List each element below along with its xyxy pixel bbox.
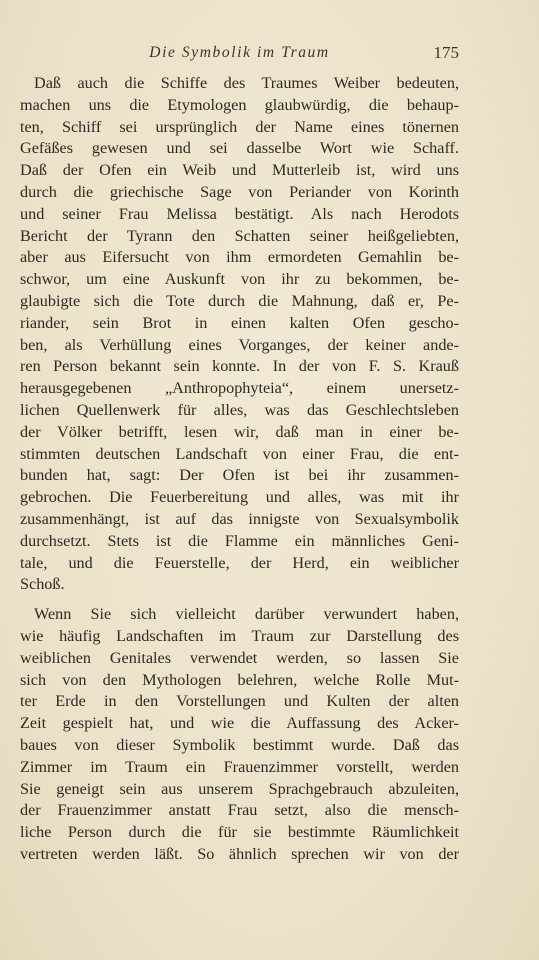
text-line: Gefäßes gewesen und sei dasselbe Wort wie Schaff. — [20, 139, 459, 158]
text-line: herausgegebenen „Anthropophyteia“, einem unersetz- — [20, 379, 459, 398]
text-line: gebrochen. Die Feuerbereitung und alles, was mit ihr — [20, 488, 459, 507]
page-header — [20, 44, 459, 70]
text-line: weiblichen Genitales verwendet werden, so lassen Sie — [20, 648, 459, 667]
text-line: Daß auch die Schiffe des Traumes Weiber bedeuten, — [34, 74, 459, 92]
text-line: liche Person durch die für sie bestimmte Räumlichkeit — [20, 823, 459, 842]
text-line: der Frauenzimmer anstatt Frau setzt, also die mensch- — [20, 801, 459, 820]
text-line: bunden hat, sagt: Der Ofen ist bei ihr zusammen- — [20, 466, 459, 485]
page-number: 175 — [433, 43, 459, 62]
text-line: glaubigte sich die Tote durch die Mahnung, daß er, Pe- — [20, 291, 459, 310]
text-line: Zeit gespielt hat, und wie die Auffassung des Acker- — [20, 714, 459, 733]
text-line: ter Erde in den Vorstellungen und Kulten der alten — [20, 692, 459, 711]
body-text — [20, 73, 459, 866]
text-line: durch die griechische Sage von Periander von Korinth — [20, 182, 459, 201]
text-line: tale, und die Feuerstelle, der Herd, ein weiblicher — [20, 553, 459, 572]
text-line: Sie geneigt sein aus unserem Sprachgebrauch abzuleiten, — [20, 779, 459, 798]
running-title: Die Symbolik im Traum — [149, 44, 330, 61]
text-line: schwor, um eine Auskunft von ihr zu bekommen, be- — [20, 270, 459, 289]
text-line: riander, sein Brot in einen kalten Ofen gescho- — [20, 313, 459, 332]
text-line: wie häufig Landschaften im Traum zur Darstellung des — [20, 626, 459, 645]
text-line: ren Person bekannt sein konnte. In der von F. S. Krauß — [20, 357, 459, 376]
text-line: Bericht der Tyrann den Schatten seiner heißgeliebten, — [20, 226, 459, 245]
text-line: und seiner Frau Melissa bestätigt. Als nach Herodots — [20, 204, 459, 223]
text-line: Wenn Sie sich vielleicht darüber verwundert haben, — [34, 605, 459, 624]
text-line: vertreten werden läßt. So ähnlich sprechen wir von der — [20, 844, 459, 863]
text-line: stimmten deutschen Landschaft von einer Frau, die ent- — [20, 444, 459, 463]
text-line: ten, Schiff sei ursprünglich der Name eines tönernen — [20, 117, 459, 136]
paragraph-gap — [20, 596, 459, 604]
text-line: der Völker betrifft, lesen wir, daß man in einer be- — [20, 422, 459, 441]
text-line: lichen Quellenwerk für alles, was das Geschlechtsleben — [20, 400, 459, 419]
text-line: ben, als Verhüllung eines Vorganges, der keiner ande- — [20, 335, 459, 354]
text-line: baues von dieser Symbolik bestimmt wurde. Daß das — [20, 735, 459, 754]
text-line: machen uns die Etymologen glaubwürdig, die behaup- — [20, 95, 459, 114]
text-line: sich von den Mythologen belehren, welche Rolle Mut- — [20, 670, 459, 689]
text-line: aber aus Eifersucht von ihm ermordeten Gemahlin be- — [20, 248, 459, 267]
text-line: zusammenhängt, ist auf das innigste von Sexualsymbolik — [20, 509, 459, 528]
text-line: Schoß. — [20, 575, 65, 594]
text-line: Daß der Ofen ein Weib und Mutterleib ist, wird uns — [20, 161, 459, 180]
text-line: durchsetzt. Stets ist die Flamme ein männliches Geni- — [20, 531, 459, 550]
text-line: Zimmer im Traum ein Frauenzimmer vorstellt, werden — [20, 757, 459, 776]
